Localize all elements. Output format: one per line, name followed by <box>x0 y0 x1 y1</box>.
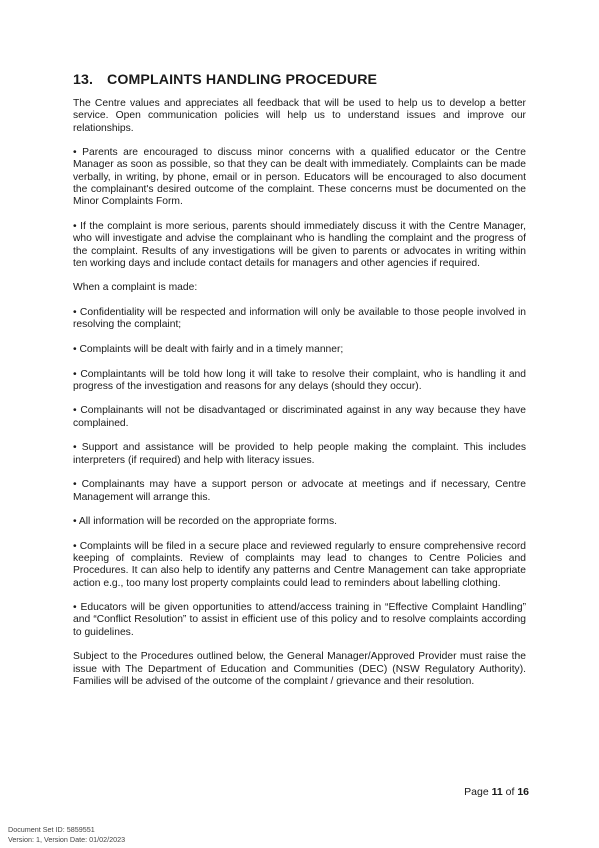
document-set-id: Document Set ID: 5859551 <box>8 825 95 834</box>
paragraph: Subject to the Procedures outlined below, the General Manager/Approved Provider must raise the issue with The Department of Education and Communities (DEC) (NSW Regulatory Authority). Families will be advised of the outcome of the complaint / grievance and their resolution. <box>73 651 526 687</box>
paragraph: • Complaints will be dealt with fairly and in a timely manner; <box>73 343 344 355</box>
paragraph: • If the complaint is more serious, parents should immediately discuss it with the Centre Manager, who will investigate and advise the complainant who is handling the complaint and the progress of the complaint. Results of any investigations will be given to parents or advocates in writing within ten working days and include contact details for managers and other agencies if required. <box>73 220 526 269</box>
page-separator: of <box>505 786 515 798</box>
page-prefix: Page <box>464 786 489 798</box>
paragraph: • Complainants may have a support person or advocate at meetings and if necessary, Centre Management will arrange this. <box>73 479 526 503</box>
paragraph: The Centre values and appreciates all feedback that will be used to help us to develop a better service. Open communication policies will help us to understand issues and improve our relationships. <box>73 98 526 134</box>
section-body <box>73 98 526 701</box>
version-info: Version: 1, Version Date: 01/02/2023 <box>8 834 126 844</box>
page-total: 16 <box>517 786 529 798</box>
paragraph: • Support and assistance will be provided to help people making the complaint. This includes interpreters (if required) and help with literacy issues. <box>73 442 526 466</box>
section-title: COMPLAINTS HANDLING PROCEDURE <box>107 72 378 88</box>
section-number: 13. <box>73 72 94 88</box>
paragraph: • Complaintants will be told how long it will take to resolve their complaint, who is handling it and progress of the investigation and reasons for any delays (should they occur). <box>73 368 526 392</box>
paragraph: • Complaints will be filed in a secure place and reviewed regularly to ensure comprehensive record keeping of complaints. Review of complaints may lead to changes to Centre Policies and Procedures. It can also help to identify any patterns and Centre Management can take appropriate action e.g., too many lost property complaints could lead to reminders about labelling clothing. <box>73 540 526 589</box>
paragraph: • Confidentiality will be respected and information will only be available to those people involved in resolving the complaint; <box>73 307 526 331</box>
section-heading <box>73 72 533 88</box>
page-current: 11 <box>491 786 503 798</box>
document-footer <box>8 825 125 844</box>
paragraph: When a complaint is made: <box>73 282 198 294</box>
paragraph: • Educators will be given opportunities to attend/access training in “Effective Complaint Handling” and “Conflict Resolution” to assist in efficient use of this policy and to resolve complaints according to guidelines. <box>73 602 526 638</box>
paragraph: • Parents are encouraged to discuss minor concerns with a qualified educator or the Centre Manager as soon as possible, so that they can be dealt with immediately. Complaints can be made verbally, in writing, by phone, email or in person. Educators will be encouraged to also document the complainant's desired outcome of the complaint. These concerns must be documented on the Minor Complaints Form. <box>73 147 526 208</box>
paragraph: • All information will be recorded on the appropriate forms. <box>73 516 338 528</box>
paragraph: • Complainants will not be disadvantaged or discriminated against in any way because they have complained. <box>73 405 526 429</box>
page-number <box>464 786 529 798</box>
